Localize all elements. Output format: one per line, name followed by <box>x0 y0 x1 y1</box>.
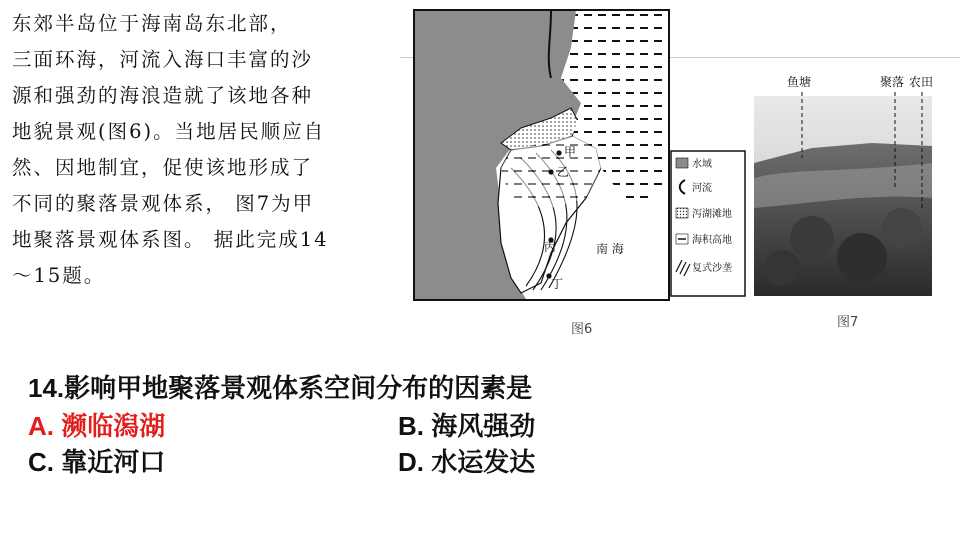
passage <box>12 6 397 294</box>
passage-line: ～15题。 <box>12 264 106 287</box>
option-b[interactable]: B. 海风强劲 <box>398 411 536 441</box>
figure-6-caption: 图6 <box>571 322 593 337</box>
legend-river: 河流 <box>692 183 712 194</box>
legend-water: 水域 <box>692 159 712 170</box>
figure-7-caption: 图7 <box>837 315 859 330</box>
label-fishpond: 鱼塘 <box>787 75 812 89</box>
sea-label: 南 海 <box>596 242 624 256</box>
passage-line: 地貌景观(图6)。当地居民顺应自 <box>12 120 326 143</box>
point-yi-label: 乙 <box>557 165 570 179</box>
passage-line: 源和强劲的海浪造就了该地各种 <box>12 84 314 107</box>
label-farmland: 农田 <box>909 75 934 89</box>
passage-line: 东郊半岛位于海南岛东北部， <box>12 12 292 35</box>
legend-sand-ridge: 复式沙垄 <box>692 263 732 274</box>
passage-line: 地聚落景观体系图。 据此完成14 <box>12 228 329 251</box>
passage-line: 然、因地制宜，促使该地形成了 <box>12 156 314 179</box>
passage-line: 三面环海，河流入海口丰富的沙 <box>12 48 314 71</box>
option-c[interactable]: C. 靠近河口 <box>28 447 166 477</box>
figure-6-map <box>401 8 676 343</box>
label-settlement: 聚落 <box>880 75 905 89</box>
question-title: 14.影响甲地聚落景观体系空间分布的因素是 <box>28 373 533 403</box>
option-a[interactable]: A. 濒临潟湖 <box>28 411 166 441</box>
passage-line: 不同的聚落景观体系， 图7为甲 <box>12 192 315 215</box>
legend-marine-highland: 海积高地 <box>692 235 732 246</box>
figure-6-legend <box>670 150 748 300</box>
figure-7-photo <box>752 68 937 338</box>
point-jia-label: 甲 <box>564 145 577 159</box>
point-ding-label: 丁 <box>551 277 564 291</box>
point-bing-label: 丙 <box>544 240 557 254</box>
legend-lagoon-flat: 泻湖滩地 <box>692 209 732 220</box>
option-d[interactable]: D. 水运发达 <box>398 447 536 477</box>
